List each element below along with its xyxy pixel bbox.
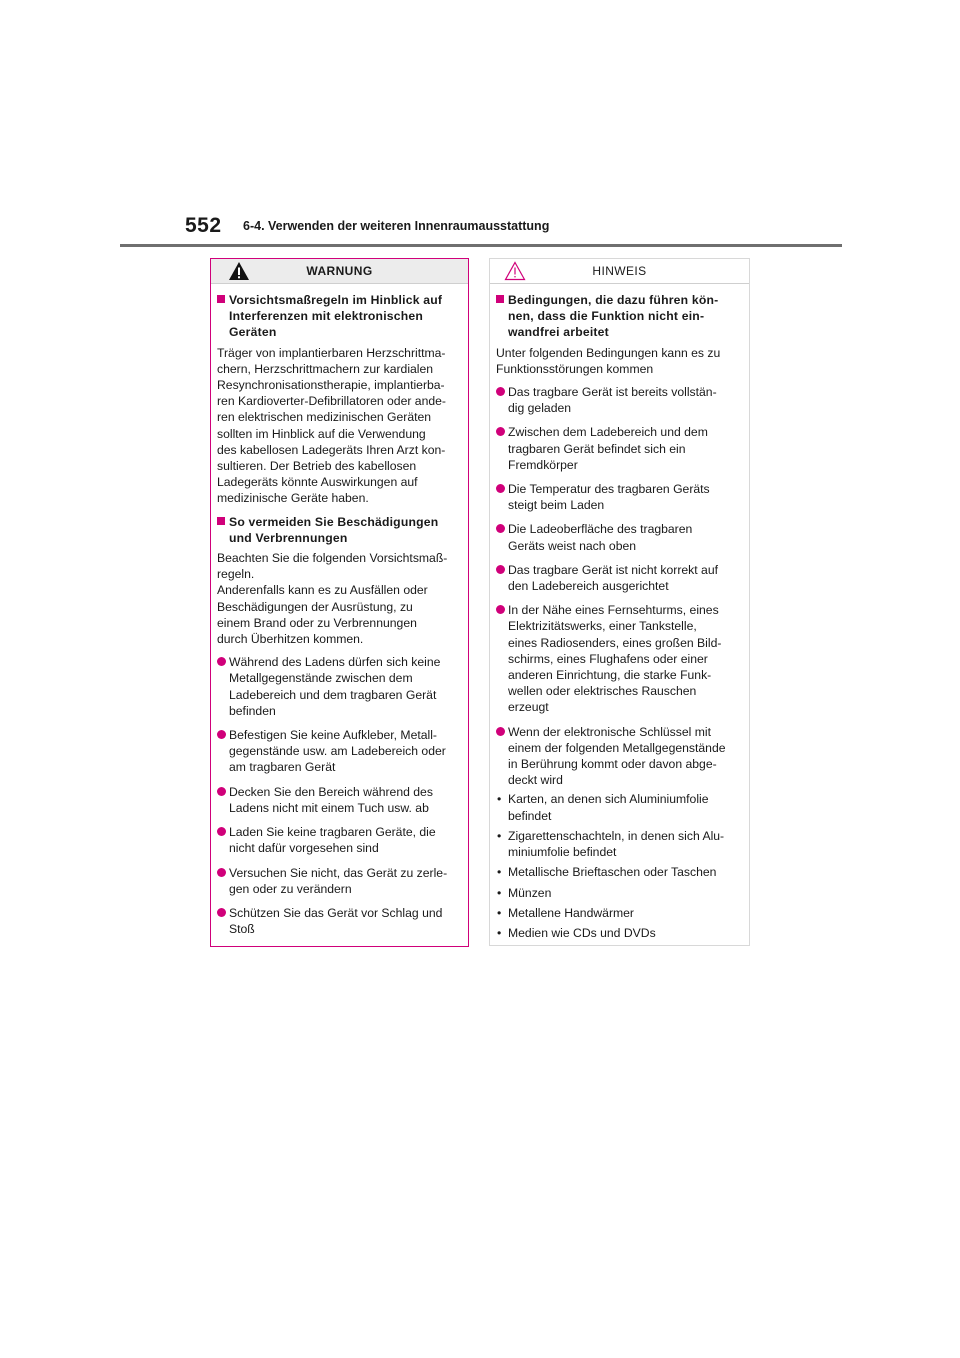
list-item xyxy=(217,784,461,816)
text-line: Wenn der elektronische Schlüssel mit xyxy=(508,724,711,739)
text-line: Unter folgenden Bedingungen kann es zu xyxy=(496,345,721,360)
warning-triangle-icon xyxy=(228,261,250,281)
text-line: Bedingungen, die dazu führen kön- xyxy=(508,293,719,307)
text-line: einem der folgenden Metallgegenstände xyxy=(508,740,726,755)
text-line: Metallgegenstände zwischen dem xyxy=(229,671,413,686)
text-line: Während des Ladens dürfen sich keine xyxy=(229,655,441,670)
text-line: sultieren. Der Betrieb des kabellosen xyxy=(217,459,417,474)
note-header xyxy=(490,259,749,284)
text-line: Resynchronisationstherapie, implantierba- xyxy=(217,378,445,393)
list-item xyxy=(217,654,461,719)
list-item xyxy=(496,384,742,416)
section-heading xyxy=(217,514,461,546)
section-title: 6-4. Verwenden der weiteren Innenraumausstattung xyxy=(243,219,550,233)
text-line: den Ladebereich ausgerichtet xyxy=(508,579,669,594)
note-body xyxy=(490,284,749,941)
text-line: sollten im Hinblick auf die Verwendung xyxy=(217,426,426,441)
square-bullet-icon xyxy=(217,295,225,303)
text-line: Zwischen dem Ladebereich und dem xyxy=(508,425,708,440)
text-line: Versuchen Sie nicht, das Gerät zu zerle- xyxy=(229,865,448,880)
list-item xyxy=(496,481,742,513)
text-line: Münzen xyxy=(508,885,552,900)
text-line: gen oder zu verändern xyxy=(229,881,352,896)
list-item xyxy=(217,865,461,897)
circle-bullet-icon xyxy=(496,484,505,493)
warning-box xyxy=(210,258,469,947)
text-line: gegenstände usw. am Ladebereich oder xyxy=(229,744,446,759)
text-line: Metallene Handwärmer xyxy=(508,905,634,920)
text-line: Das tragbare Gerät ist nicht korrekt auf xyxy=(508,562,718,577)
text-line: am tragbaren Gerät xyxy=(229,760,336,775)
text-line: So vermeiden Sie Beschädigungen xyxy=(229,514,439,529)
text-line: Das tragbare Gerät ist bereits vollstän- xyxy=(508,385,717,400)
sub-list-item xyxy=(496,864,742,880)
text-line: regeln. xyxy=(217,567,255,582)
list-item xyxy=(496,424,742,473)
warning-header xyxy=(211,259,468,284)
note-title: HINWEIS xyxy=(592,263,647,278)
bullet-mark: • xyxy=(497,828,502,843)
text-line: Ladens nicht mit einem Tuch usw. ab xyxy=(229,800,429,815)
text-line: Stoß xyxy=(229,922,255,937)
circle-bullet-icon xyxy=(217,730,226,739)
sub-list-item xyxy=(496,905,742,921)
square-bullet-icon xyxy=(217,517,225,525)
text-line: Beschädigungen der Ausrüstung, zu xyxy=(217,599,413,614)
text-line: befinden xyxy=(229,703,276,718)
list-item xyxy=(217,824,461,856)
text-line: Die Ladeoberfläche des tragbaren xyxy=(508,522,693,537)
text-line: ren Kardioverter-Defibrillatoren oder ande- xyxy=(217,394,446,409)
circle-bullet-icon xyxy=(496,727,505,736)
text-line: in Berührung kommt oder davon abge- xyxy=(508,757,717,772)
text-line: chern, Herzschrittmachern zur kardialen xyxy=(217,361,434,376)
text-line: Geräten xyxy=(229,325,277,340)
text-line: erzeugt xyxy=(508,700,549,715)
text-line: Fremdkörper xyxy=(508,457,578,472)
sub-list-item xyxy=(496,925,742,941)
circle-bullet-icon xyxy=(217,787,226,796)
text-line: durch Überhitzen kommen. xyxy=(217,632,364,647)
section-heading xyxy=(496,292,742,341)
text-line: dig geladen xyxy=(508,401,572,416)
bullet-mark: • xyxy=(497,865,502,880)
list-item xyxy=(496,562,742,594)
text-line: Medien wie CDs und DVDs xyxy=(508,925,656,940)
warning-body xyxy=(211,284,468,937)
circle-bullet-icon xyxy=(217,908,226,917)
text-line: Die Temperatur des tragbaren Geräts xyxy=(508,482,710,497)
text-line: Laden Sie keine tragbaren Geräte, die xyxy=(229,825,436,840)
text-line: deckt wird xyxy=(508,773,563,788)
text-line: Anderenfalls kann es zu Ausfällen oder xyxy=(217,583,428,598)
text-line: Träger von implantierbaren Herzschrittma- xyxy=(217,345,446,360)
text-line: ren elektrischen medizinischen Geräten xyxy=(217,410,432,425)
text-line: steigt beim Laden xyxy=(508,498,605,513)
list-item xyxy=(217,905,461,937)
bullet-mark: • xyxy=(497,925,502,940)
header-rule xyxy=(120,244,842,247)
circle-bullet-icon xyxy=(496,524,505,533)
page-number: 552 xyxy=(185,214,222,237)
text-line: Karten, an denen sich Aluminiumfolie xyxy=(508,792,709,807)
text-line: Ladegeräts könnte Auswirkungen auf xyxy=(217,475,418,490)
sub-list-item xyxy=(496,828,742,860)
text-line: anderen Einrichtung, die starke Funk- xyxy=(508,668,712,683)
warning-title: WARNUNG xyxy=(306,263,373,278)
text-line: Ladebereich und dem tragbaren Gerät xyxy=(229,687,437,702)
text-line: In der Nähe eines Fernsehturms, eines xyxy=(508,603,719,618)
list-item xyxy=(217,727,461,776)
text-line: nicht dafür vorgesehen sind xyxy=(229,841,379,856)
note-box xyxy=(489,258,750,946)
list-item xyxy=(496,724,742,789)
list-item xyxy=(496,521,742,553)
text-line: befindet xyxy=(508,808,552,823)
text-line: einem Brand oder zu Verbrennungen xyxy=(217,615,417,630)
text-line: medizinische Geräte haben. xyxy=(217,491,369,506)
text-line: wandfrei arbeitet xyxy=(508,325,609,340)
sub-list-item xyxy=(496,791,742,823)
text-line: nen, dass die Funktion nicht ein- xyxy=(508,309,705,324)
circle-bullet-icon xyxy=(217,657,226,666)
text-line: Elektrizitätswerks, einer Tankstelle, xyxy=(508,619,697,634)
caution-triangle-icon xyxy=(504,261,526,281)
sub-list-item xyxy=(496,885,742,901)
paragraph xyxy=(496,345,742,377)
text-line: Funktionsstörungen kommen xyxy=(496,361,654,376)
text-line: miniumfolie befindet xyxy=(508,845,617,860)
circle-bullet-icon xyxy=(496,605,505,614)
paragraph xyxy=(217,345,461,507)
text-line: eines Radiosenders, eines großen Bild- xyxy=(508,635,722,650)
circle-bullet-icon xyxy=(217,827,226,836)
text-line: Interferenzen mit elektronischen xyxy=(229,309,424,324)
bullet-mark: • xyxy=(497,885,502,900)
circle-bullet-icon xyxy=(217,868,226,877)
paragraph xyxy=(217,550,461,647)
section-heading xyxy=(217,292,461,341)
circle-bullet-icon xyxy=(496,565,505,574)
list-item xyxy=(496,602,742,715)
text-line: Metallische Brieftaschen oder Taschen xyxy=(508,865,717,880)
text-line: wellen oder elektrisches Rauschen xyxy=(508,684,697,699)
text-line: und Verbrennungen xyxy=(229,530,348,545)
text-line: Befestigen Sie keine Aufkleber, Metall- xyxy=(229,728,437,743)
text-line: Decken Sie den Bereich während des xyxy=(229,784,433,799)
text-line: Zigarettenschachteln, in denen sich Alu- xyxy=(508,828,725,843)
text-line: tragbaren Gerät befindet sich ein xyxy=(508,441,686,456)
bullet-mark: • xyxy=(497,792,502,807)
text-line: des kabellosen Ladegeräts Ihren Arzt kon- xyxy=(217,442,446,457)
square-bullet-icon xyxy=(496,295,504,303)
circle-bullet-icon xyxy=(496,387,505,396)
text-line: Beachten Sie die folgenden Vorsichtsmaß- xyxy=(217,551,448,566)
text-line: Geräts weist nach oben xyxy=(508,538,637,553)
text-line: schirms, eines Flughafens oder einer xyxy=(508,651,708,666)
text-line: Vorsichtsmaßregeln im Hinblick auf xyxy=(229,293,443,307)
text-line: Schützen Sie das Gerät vor Schlag und xyxy=(229,905,443,920)
circle-bullet-icon xyxy=(496,427,505,436)
bullet-mark: • xyxy=(497,905,502,920)
